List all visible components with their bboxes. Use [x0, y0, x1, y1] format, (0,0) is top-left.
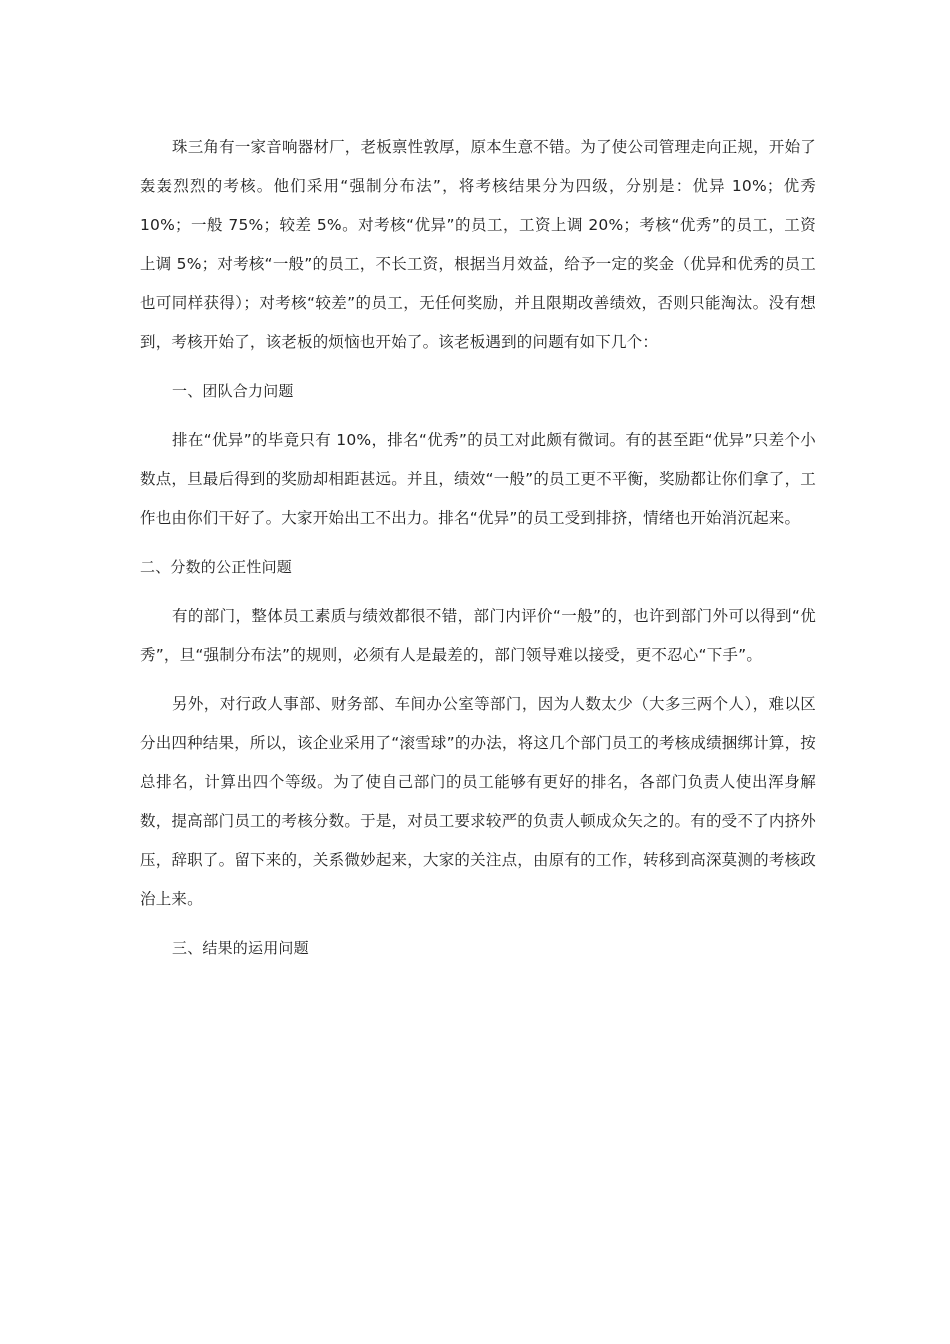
section-heading-score-fairness: 二、分数的公正性问题 [140, 558, 293, 576]
intro-paragraph: 珠三角有一家音响器材厂，老板禀性敦厚，原本生意不错。为了使公司管理走向正规，开始了轰轰烈烈的考核。他们采用“强制分布法”，将考核结果分为四级，分别是：优异 10%；优秀 10%；一般 75%；较差 5%。对考核“优异”的员工，工资上调 20%；考核“优秀”的员工，工资上调 5%；对考核“一般”的员工，不长工资，根据当月效益，给予一定的奖金（优异和优秀的员工也可同样获得）；对考核“较差”的员工，无任何奖励，并且限期改善绩效，否则只能淘汰。没有想到，考核开始了，该老板的烦恼也开始了。该老板遇到的问题有如下几个： [140, 138, 816, 351]
score-fairness-paragraph-2: 另外，对行政人事部、财务部、车间办公室等部门，因为人数太少（大多三两个人），难以区分出四种结果，所以，该企业采用了“滚雪球”的办法，将这几个部门员工的考核成绩捆绑计算，按总排名，计算出四个等级。为了使自己部门的员工能够有更好的排名，各部门负责人使出浑身解数，提高部门员工的考核分数。于是，对员工要求较严的负责人顿成众矢之的。有的受不了内挤外压，辞职了。留下来的，关系微妙起来，大家的关注点，由原有的工作，转移到高深莫测的考核政治上来。 [140, 695, 816, 908]
section-heading-team-cohesion: 一、团队合力问题 [172, 382, 294, 400]
document-body [140, 128, 816, 978]
section-heading-result-usage: 三、结果的运用问题 [172, 939, 309, 957]
score-fairness-paragraph-1: 有的部门，整体员工素质与绩效都很不错，部门内评价“一般”的，也许到部门外可以得到“优秀”，旦“强制分布法”的规则，必须有人是最差的，部门领导难以接受，更不忍心“下手”。 [140, 607, 816, 664]
team-cohesion-paragraph: 排在“优异”的毕竟只有 10%，排名“优秀”的员工对此颇有微词。有的甚至距“优异”只差个小数点，旦最后得到的奖励却相距甚远。并且，绩效“一般”的员工更不平衡，奖励都让你们拿了，工作也由你们干好了。大家开始出工不出力。排名“优异”的员工受到排挤，情绪也开始消沉起来。 [140, 431, 816, 527]
